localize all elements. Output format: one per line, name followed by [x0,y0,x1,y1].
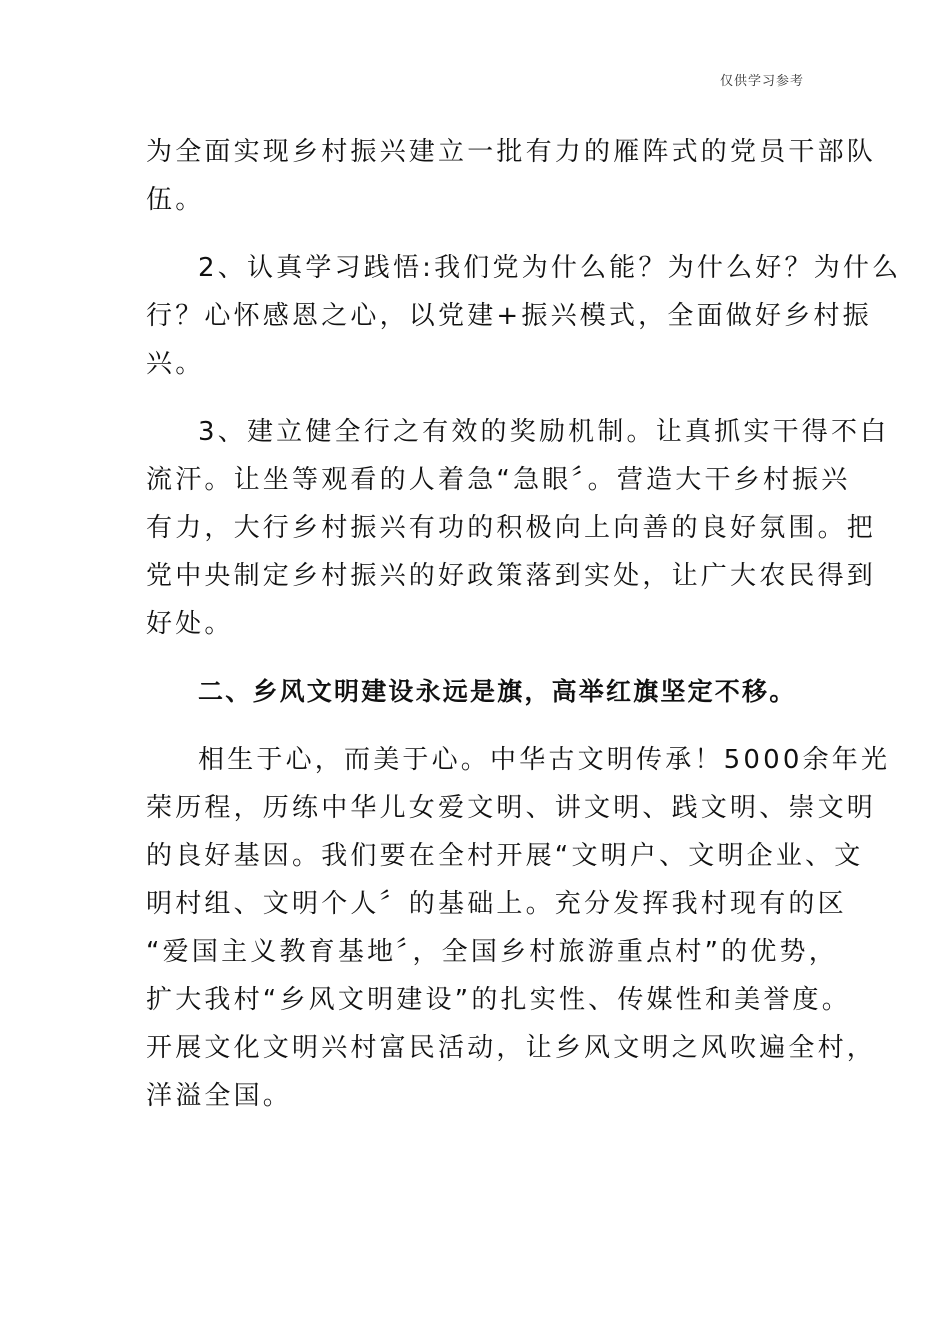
document-body [146,128,902,1140]
text-line: 扩大我村“乡风文明建设”的扎实性、传媒性和美誉度。 [146,985,851,1015]
text-line: 行？心怀感恩之心，以党建+振兴模式，全面做好乡村振 [146,301,872,331]
text-line: 伍。 [146,185,205,215]
text-line: 洋溢全国。 [146,1081,293,1111]
text-line: 明村组、文明个人〞的基础上。充分发挥我村现有的区 [146,889,847,919]
text-line: 好处。 [146,609,234,639]
section-heading-2: 二、乡风文明建设永远是旗，高举红旗坚定不移。 [198,677,797,706]
text-line: 党中央制定乡村振兴的好政策落到实处，让广大农民得到 [146,561,877,591]
text-line: 相生于心，而美于心。中华古文明传承！5000余年光 [198,745,891,775]
text-line: “爱国主义教育基地〞，全国乡村旅游重点村”的优势， [146,937,838,967]
text-line: 有力，大行乡村振兴有功的积极向上向善的良好氛围。把 [146,513,877,543]
text-line: 为全面实现乡村振兴建立一批有力的雁阵式的党员干部队 [146,137,877,167]
text-line: 荣历程，历练中华儿女爱文明、讲文明、践文明、崇文明 [146,793,877,823]
text-line: 兴。 [146,349,205,379]
paragraph-3 [146,408,890,648]
paragraph-4 [146,736,891,1120]
text-line: 2、认真学习践悟:我们党为什么能？为什么好？为什么 [198,253,902,283]
text-line: 3、建立健全行之有效的奖励机制。让真抓实干得不白 [198,417,890,447]
text-line: 的良好基因。我们要在全村开展“文明户、文明企业、文 [146,841,864,871]
paragraph-2 [146,244,902,388]
paragraph-1 [146,128,877,224]
text-line: 流汗。让坐等观看的人着急“急眼〞。营造大干乡村振兴 [146,465,851,495]
header-note: 仅供学习参考 [719,74,804,89]
text-line: 开展文化文明兴村富民活动，让乡风文明之风吹遍全村， [146,1033,877,1063]
